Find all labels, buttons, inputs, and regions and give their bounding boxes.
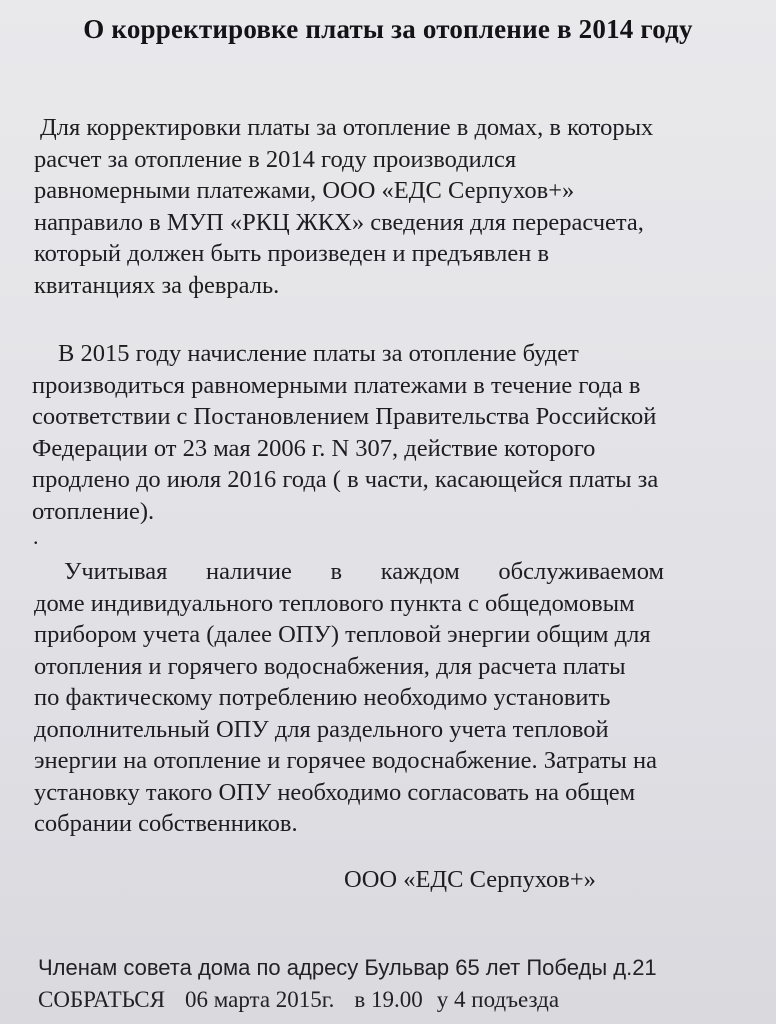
meeting-time: в 19.00 [354,987,423,1012]
paragraph-recalculation [34,112,653,301]
text-line: расчет за отопление в 2014 году производился [34,145,517,173]
paragraph-meter-installation [34,556,664,840]
text-line: установку такого ОПУ необходимо согласовать на общем [34,778,636,806]
text-line: отопления и горячего водоснабжения, для расчета платы [34,652,626,680]
text-line: прибором учета (далее ОПУ) тепловой энергии общим для [34,621,651,648]
text-line: Федерации от 23 мая 2006 г. N 307, действие которого [32,434,596,462]
text-line: производиться равномерными платежами в течение года в [32,371,641,399]
text-line: доме индивидуального теплового пункта с общедомовым [34,589,635,617]
text-line: соответствии с Постановлением Правительства Российской [32,403,657,430]
text-line: отопление). [32,497,155,525]
text-line: дополнительный ОПУ для раздельного учета тепловой [34,715,609,743]
text-line: собрании собственников. [34,810,298,837]
text-line: продлено до июля 2016 года ( в части, касающейся платы за [32,466,659,493]
text-line: Для корректировки платы за отопление в домах, в которых [40,114,654,141]
notice-title: О корректировке платы за отопление в 2014 году [83,14,693,44]
text-line: по фактическому потреблению необходимо установить [34,684,611,711]
text-line: квитанциях за февраль. [34,271,280,299]
text-line: В 2015 году начисление платы за отопление будет [58,340,579,367]
separator-dot: . [33,524,39,549]
text-line: равномерными платежами, ООО «ЕДС Серпухов+» [34,177,575,204]
signature-company: ООО «ЕДС Серпухов+» [344,866,596,893]
meeting-addressee: Членам совета дома по адресу Бульвар 65 лет Победы д.21 [38,955,657,980]
paragraph-2015-billing [32,338,658,527]
text-line: энергии на отопление и горячее водоснабжение. Затраты на [34,747,657,774]
meeting-place: у 4 подъезда [436,987,560,1012]
meeting-details [38,984,657,1016]
meeting-date: 06 марта 2015г. [184,987,335,1012]
meeting-announcement [38,952,657,1016]
text-line: который должен быть произведен и предъявлен в [34,240,550,267]
meeting-action: СОБРАТЬСЯ [38,987,165,1012]
text-line: Учитывая наличие в каждом обслуживаемом [64,558,664,585]
text-line: направило в МУП «РКЦ ЖКХ» сведения для перерасчета, [34,208,644,236]
